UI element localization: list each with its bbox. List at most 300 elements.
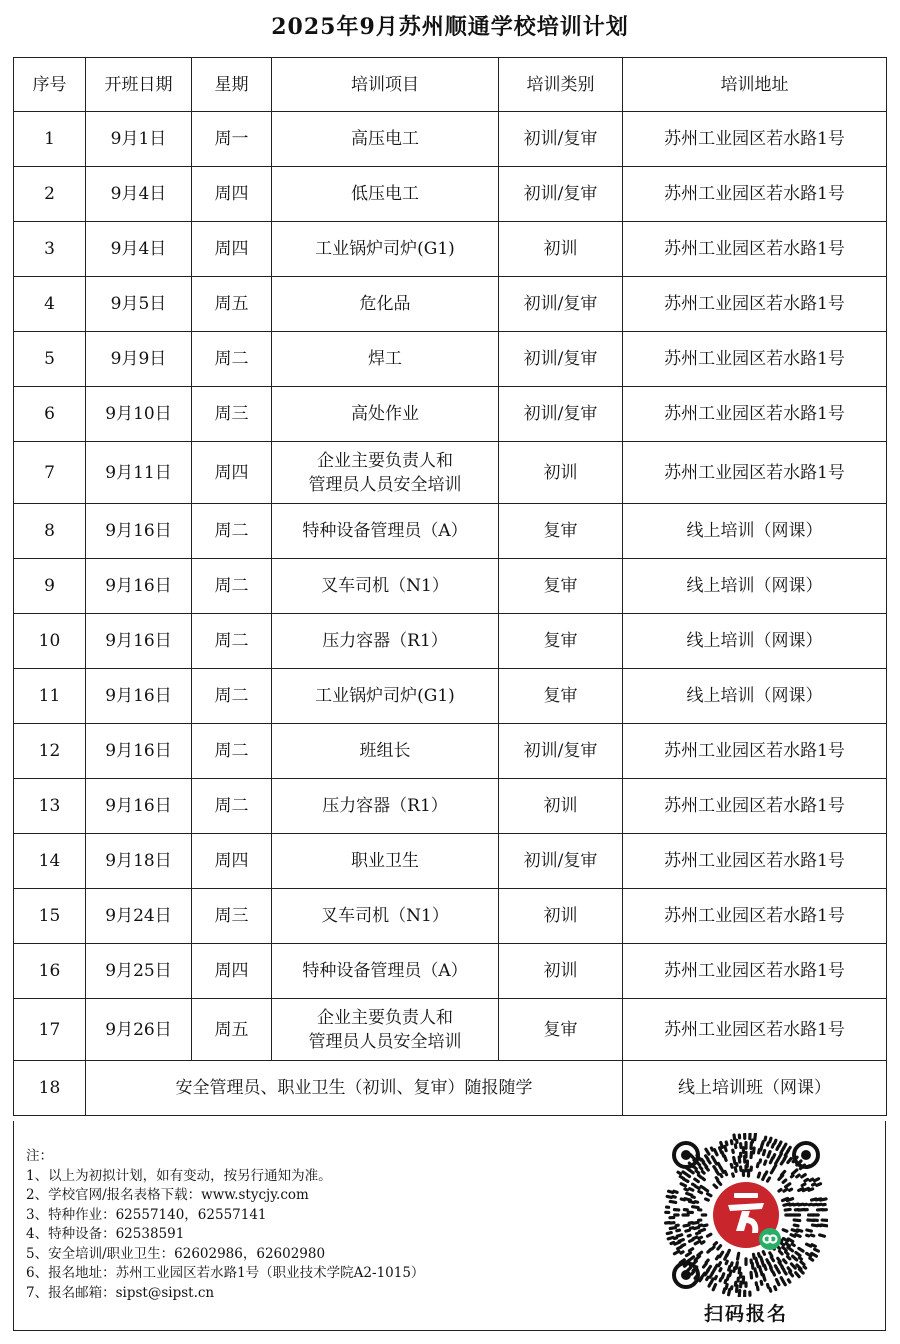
qr-dot [799, 1248, 803, 1251]
qr-dot [752, 1263, 753, 1268]
qr-dot [687, 1253, 691, 1256]
header-project: 培训项目 [272, 58, 499, 112]
qr-dot [777, 1157, 779, 1161]
qr-dot [802, 1184, 805, 1185]
note-line: 7、报名邮箱：sipst@sipst.cn [26, 1284, 215, 1301]
cell-date: 9月16日 [86, 724, 192, 779]
qr-dot [699, 1237, 702, 1238]
qr-dot [707, 1194, 710, 1196]
table-row [14, 112, 887, 167]
qr-dot [673, 1197, 675, 1198]
qr-dot [778, 1247, 779, 1248]
qr-dot [781, 1278, 783, 1282]
qr-dot [780, 1251, 783, 1254]
cell-date: 9月11日 [86, 442, 192, 504]
qr-dot [711, 1148, 712, 1150]
qr-dot [786, 1243, 789, 1245]
cell-project: 焊工 [272, 332, 499, 387]
qr-dot [792, 1170, 796, 1174]
qr-dot [680, 1177, 683, 1179]
qr-dot [727, 1275, 728, 1279]
cell-weekday: 周二 [192, 332, 272, 387]
qr-dot [674, 1191, 677, 1192]
cell-project: 特种设备管理员（A） [272, 944, 499, 999]
qr-dot [718, 1163, 721, 1168]
cell-category: 复审 [499, 504, 623, 559]
qr-dot [757, 1263, 758, 1267]
qr-dot [695, 1202, 697, 1203]
qr-dot [810, 1258, 813, 1260]
note-line: 1、以上为初拟计划，如有变动，按另行通知为准。 [26, 1167, 332, 1184]
qr-dot [699, 1191, 702, 1192]
table-row [14, 889, 887, 944]
cell-project [272, 999, 499, 1061]
qr-dot [729, 1289, 730, 1294]
cell-project: 压力容器（R1） [272, 614, 499, 669]
cell-project: 叉车司机（N1） [272, 559, 499, 614]
cell-project: 压力容器（R1） [272, 779, 499, 834]
qr-dot [698, 1175, 701, 1177]
cell-address: 苏州工业园区若水路1号 [623, 999, 887, 1061]
qr-dot [786, 1184, 790, 1187]
qr-dot [772, 1145, 773, 1148]
cell-no: 16 [14, 944, 86, 999]
cell-date: 9月1日 [86, 112, 192, 167]
qr-dot [794, 1225, 798, 1226]
cell-project: 工业锅炉司炉(G1) [272, 669, 499, 724]
cell-project: 特种设备管理员（A） [272, 504, 499, 559]
cell-category: 初训 [499, 944, 623, 999]
qr-dot [799, 1269, 803, 1273]
qr-dot [774, 1165, 776, 1169]
qr-dot [809, 1189, 813, 1190]
qr-dot [734, 1158, 735, 1164]
qr-dot [681, 1184, 685, 1186]
qr-dot [794, 1220, 800, 1221]
cell-no: 8 [14, 504, 86, 559]
qr-dot [674, 1251, 679, 1253]
qr-dot [802, 1175, 805, 1177]
qr-dot [678, 1247, 682, 1249]
qr-dot [694, 1227, 698, 1228]
qr-dot [812, 1253, 817, 1256]
cell-project: 高压电工 [272, 112, 499, 167]
qr-dot [724, 1289, 725, 1293]
qr-dot [684, 1225, 689, 1226]
cell-category: 初训 [499, 779, 623, 834]
cell-address: 线上培训（网课） [623, 504, 887, 559]
qr-dot [820, 1199, 826, 1200]
qr-dot [817, 1184, 821, 1186]
qr-dot [814, 1179, 818, 1181]
cell-date: 9月24日 [86, 889, 192, 944]
qr-dot [709, 1284, 710, 1286]
qr-dot [775, 1287, 776, 1290]
cell-address: 苏州工业园区若水路1号 [623, 944, 887, 999]
cell-no: 6 [14, 387, 86, 442]
qr-dot [714, 1167, 717, 1171]
qr-dot [700, 1167, 702, 1169]
qr-dot [763, 1275, 765, 1281]
qr-dot [695, 1256, 699, 1260]
qr-dot [770, 1289, 771, 1291]
qr-dot [671, 1243, 674, 1244]
cell-merged-note: 安全管理员、职业卫生（初训、复审）随报随学 [86, 1061, 623, 1116]
qr-dot [784, 1260, 786, 1263]
qr-dot [717, 1256, 719, 1259]
table-row-merged [14, 1061, 887, 1116]
qr-dot [725, 1255, 727, 1259]
qr-dot [788, 1257, 790, 1259]
qr-dot [801, 1262, 804, 1265]
cell-date: 9月16日 [86, 614, 192, 669]
table-row [14, 387, 887, 442]
qr-dot [771, 1257, 773, 1261]
table-row [14, 724, 887, 779]
qr-dot [768, 1285, 769, 1288]
cell-weekday: 周五 [192, 277, 272, 332]
qr-dot [754, 1148, 755, 1153]
qr-dot [820, 1235, 825, 1236]
qr-dot [807, 1235, 809, 1236]
cell-address: 苏州工业园区若水路1号 [623, 834, 887, 889]
cell-date: 9月25日 [86, 944, 192, 999]
qr-dot [807, 1244, 811, 1246]
cell-address: 苏州工业园区若水路1号 [623, 332, 887, 387]
qr-dot [704, 1264, 707, 1267]
cell-weekday: 周二 [192, 724, 272, 779]
qr-dot [707, 1277, 708, 1279]
qr-dot [783, 1180, 786, 1182]
qr-dot [783, 1144, 785, 1148]
qr-dot [758, 1173, 759, 1177]
cell-date: 9月16日 [86, 559, 192, 614]
cell-no: 13 [14, 779, 86, 834]
qr-dot [698, 1163, 700, 1165]
qr-dot [739, 1268, 740, 1273]
qr-dot [713, 1285, 715, 1290]
cell-weekday: 周二 [192, 614, 272, 669]
qr-dot [779, 1190, 781, 1191]
qr-dot [693, 1207, 699, 1208]
cell-date: 9月18日 [86, 834, 192, 889]
qr-dot [720, 1148, 722, 1153]
qr-dot [690, 1240, 693, 1242]
qr-dot [763, 1175, 765, 1180]
table-row [14, 669, 887, 724]
qr-dot [670, 1201, 675, 1202]
qr-dot [731, 1141, 732, 1144]
qr-dot [706, 1156, 708, 1159]
qr-dot [690, 1189, 693, 1190]
cell-weekday: 周二 [192, 669, 272, 724]
cell-no: 3 [14, 222, 86, 277]
qr-dot [781, 1171, 784, 1175]
cell-no: 7 [14, 442, 86, 504]
qr-dot [807, 1230, 812, 1231]
qr-dot [756, 1273, 757, 1277]
qr-dot [815, 1249, 819, 1251]
cell-address: 苏州工业园区若水路1号 [623, 724, 887, 779]
qr-dot [813, 1184, 815, 1185]
note-line: 3、特种作业：62557140，62557141 [26, 1206, 267, 1223]
cell-address: 苏州工业园区若水路1号 [623, 889, 887, 944]
table-header-row [14, 58, 887, 112]
qr-dot [710, 1273, 712, 1277]
qr-dot [768, 1143, 769, 1145]
cell-address: 苏州工业园区若水路1号 [623, 167, 887, 222]
qr-dot [720, 1252, 723, 1257]
qr-dot [775, 1266, 777, 1269]
qr-dot [725, 1171, 727, 1174]
qr-dot [711, 1279, 713, 1283]
cell-date: 9月16日 [86, 669, 192, 724]
qr-dot [793, 1256, 797, 1260]
qr-dot [674, 1238, 676, 1239]
qr-dot [775, 1140, 776, 1143]
cell-category: 初训/复审 [499, 277, 623, 332]
qr-dot [784, 1189, 787, 1191]
table-row [14, 999, 887, 1061]
cell-project: 高处作业 [272, 387, 499, 442]
qr-dot [706, 1199, 709, 1200]
cell-no: 10 [14, 614, 86, 669]
qr-dot [776, 1280, 778, 1285]
header-no: 序号 [14, 58, 86, 112]
qr-dot [700, 1278, 702, 1280]
qr-dot [773, 1155, 775, 1158]
qr-dot [682, 1245, 685, 1246]
qr-dot [681, 1199, 684, 1200]
note-line: 2、学校官网/报名表格下载：www.stycjy.com [26, 1187, 309, 1203]
note-line: 5、安全培训/职业卫生：62602986，62602980 [26, 1245, 326, 1262]
header-address: 培训地址 [623, 58, 887, 112]
qr-dot [773, 1272, 774, 1275]
note-line: 4、特种设备：62538591 [26, 1226, 185, 1242]
qr-dot [797, 1230, 801, 1231]
qr-dot [678, 1172, 681, 1174]
table-row [14, 779, 887, 834]
qr-dot [792, 1244, 794, 1245]
qr-dot [718, 1181, 721, 1185]
qr-dot [734, 1268, 735, 1272]
cell-category: 初训/复审 [499, 167, 623, 222]
qr-dot [788, 1239, 792, 1242]
qr-dot [696, 1187, 699, 1189]
qr-dot [687, 1193, 692, 1195]
qr-dot [722, 1274, 724, 1278]
qr-dot [708, 1234, 711, 1236]
cell-date: 9月16日 [86, 504, 192, 559]
qr-dot [668, 1237, 673, 1238]
qr-dot [725, 1146, 726, 1150]
qr-dot [761, 1281, 762, 1284]
cell-category: 初训/复审 [499, 112, 623, 167]
qr-dot [714, 1185, 717, 1187]
cell-category: 复审 [499, 669, 623, 724]
qr-dot [725, 1280, 726, 1282]
cell-no: 9 [14, 559, 86, 614]
qr-dot [731, 1263, 732, 1266]
qr-dot [714, 1243, 716, 1245]
cell-address: 苏州工业园区若水路1号 [623, 779, 887, 834]
table-row [14, 504, 887, 559]
cell-no: 1 [14, 112, 86, 167]
qr-dot [696, 1171, 698, 1173]
qr-dot [786, 1252, 788, 1254]
qr-dot [804, 1267, 806, 1268]
cell-address: 苏州工业园区若水路1号 [623, 222, 887, 277]
qr-dot [791, 1264, 795, 1268]
qr-dot [694, 1261, 697, 1263]
table-row [14, 614, 887, 669]
qr-dot [699, 1225, 702, 1226]
qr-dot [731, 1164, 732, 1167]
qr-dot [805, 1179, 808, 1181]
qr-dot [712, 1247, 714, 1249]
qr-dot [685, 1189, 687, 1190]
qr-dot [796, 1253, 800, 1256]
qr-caption: 扫码报名 [703, 1303, 788, 1325]
cell-date: 9月5日 [86, 277, 192, 332]
table-row [14, 559, 887, 614]
cell-no: 17 [14, 999, 86, 1061]
cell-address: 苏州工业园区若水路1号 [623, 277, 887, 332]
qr-dot [797, 1175, 799, 1177]
qr-dot [736, 1262, 737, 1268]
qr-dot [766, 1172, 767, 1174]
qr-dot [759, 1254, 760, 1257]
cell-project: 叉车司机（N1） [272, 889, 499, 944]
qr-dot [757, 1164, 758, 1167]
cell-address: 苏州工业园区若水路1号 [623, 387, 887, 442]
mini-program-qr-code[interactable] [664, 1133, 828, 1297]
qr-dot [799, 1258, 801, 1260]
qr-dot [681, 1252, 683, 1253]
qr-dot [718, 1246, 721, 1249]
qr-dot [726, 1285, 727, 1289]
qr-dot [695, 1179, 699, 1181]
cell-weekday: 周一 [192, 112, 272, 167]
table-row [14, 442, 887, 504]
cell-category: 初训/复审 [499, 834, 623, 889]
qr-finder-dot [681, 1150, 691, 1160]
cell-project: 职业卫生 [272, 834, 499, 889]
cell-category: 初训 [499, 889, 623, 944]
qr-dot [796, 1235, 800, 1237]
qr-dot [738, 1253, 739, 1259]
cell-date: 9月4日 [86, 167, 192, 222]
qr-dot [768, 1152, 770, 1157]
cell-address: 线上培训（网课） [623, 669, 887, 724]
qr-dot [763, 1252, 764, 1255]
cell-address: 苏州工业园区若水路1号 [623, 442, 887, 504]
qr-dot [765, 1265, 766, 1269]
qr-dot [783, 1247, 786, 1250]
qr-dot [692, 1272, 694, 1274]
table-row [14, 222, 887, 277]
qr-dot [783, 1230, 787, 1231]
qr-dot [720, 1279, 721, 1281]
qr-dot [788, 1247, 793, 1251]
cell-weekday: 周三 [192, 387, 272, 442]
cell-category: 初训 [499, 222, 623, 277]
cell-project-line: 管理员人员安全培训 [308, 1031, 462, 1052]
qr-dot [701, 1186, 704, 1188]
cell-no: 5 [14, 332, 86, 387]
qr-dot [754, 1254, 755, 1258]
cell-category: 复审 [499, 614, 623, 669]
qr-dot [726, 1142, 727, 1145]
qr-dot [677, 1230, 680, 1231]
qr-dot [739, 1157, 740, 1162]
header-date: 开班日期 [86, 58, 192, 112]
cell-date: 9月4日 [86, 222, 192, 277]
cell-address: 线上培训班（网课） [623, 1061, 887, 1116]
cell-project: 危化品 [272, 277, 499, 332]
cell-no: 2 [14, 167, 86, 222]
cell-weekday: 周四 [192, 944, 272, 999]
cell-no: 18 [14, 1061, 86, 1116]
cell-project-line: 企业主要负责人和 [317, 450, 453, 471]
cell-weekday: 周二 [192, 559, 272, 614]
qr-dot [735, 1168, 736, 1172]
cell-weekday: 周四 [192, 442, 272, 504]
cell-weekday: 周五 [192, 999, 272, 1061]
qr-dot [688, 1235, 690, 1236]
qr-dot [693, 1184, 695, 1185]
table-row [14, 167, 887, 222]
qr-finder-dot [801, 1150, 811, 1160]
cell-date: 9月16日 [86, 779, 192, 834]
cell-weekday: 周四 [192, 222, 272, 277]
qr-dot [721, 1143, 723, 1148]
qr-dot [691, 1155, 695, 1159]
qr-dot [689, 1249, 692, 1251]
header-weekday: 星期 [192, 58, 272, 112]
cell-project: 工业锅炉司炉(G1) [272, 222, 499, 277]
qr-dot [788, 1147, 790, 1150]
qr-dot [733, 1174, 734, 1176]
qr-dot [787, 1199, 792, 1201]
qr-dot [812, 1245, 815, 1247]
cell-no: 4 [14, 277, 86, 332]
qr-dot [779, 1142, 781, 1146]
cell-no: 15 [14, 889, 86, 944]
qr-dot [760, 1160, 761, 1162]
cell-project: 班组长 [272, 724, 499, 779]
table-row [14, 834, 887, 889]
qr-dot [721, 1175, 722, 1177]
qr-dot [781, 1243, 783, 1245]
qr-dot [763, 1151, 764, 1155]
qr-dot [782, 1267, 784, 1270]
table-row [14, 944, 887, 999]
cell-project [272, 442, 499, 504]
qr-dot [737, 1286, 738, 1292]
qr-dot [669, 1191, 673, 1192]
qr-dot [791, 1176, 793, 1177]
cell-category: 初训/复审 [499, 332, 623, 387]
qr-dot [720, 1269, 721, 1271]
cell-address: 线上培训（网课） [623, 559, 887, 614]
table-row [14, 277, 887, 332]
qr-dot [703, 1178, 705, 1180]
cell-category: 初训/复审 [499, 387, 623, 442]
qr-dot [700, 1230, 705, 1232]
qr-dot [704, 1225, 707, 1226]
cell-weekday: 周四 [192, 834, 272, 889]
